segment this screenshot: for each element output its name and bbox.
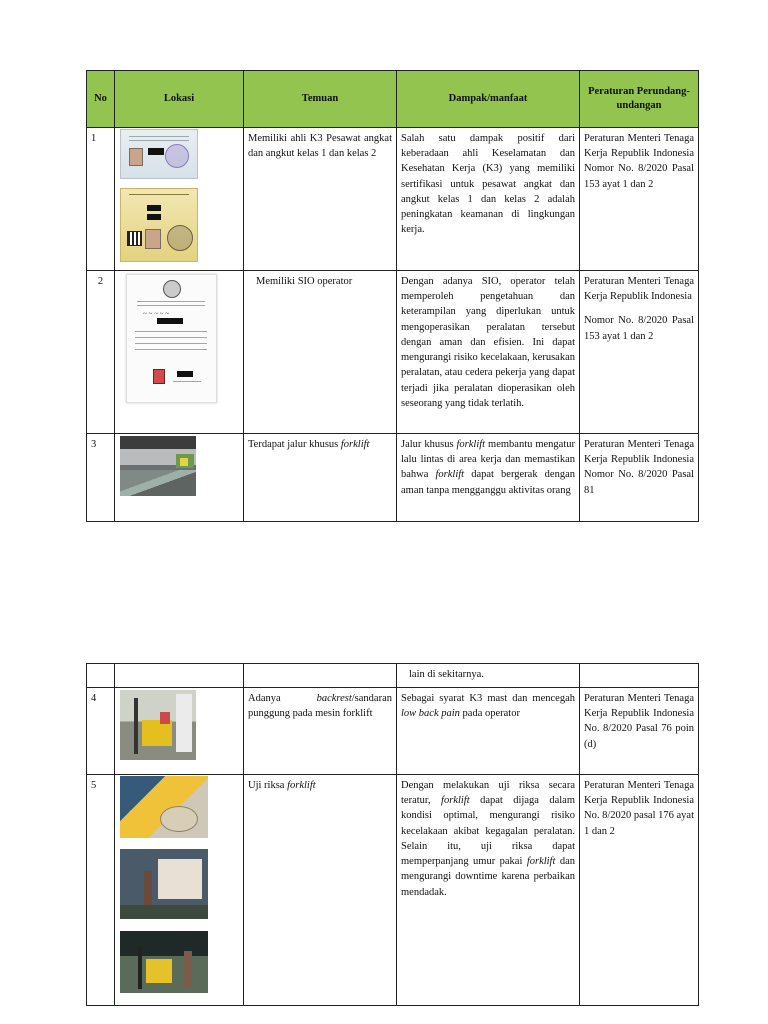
table-row <box>87 271 699 434</box>
finding-text: Adanya backrest/sandaran punggung pada mesin forklift <box>244 688 397 775</box>
regulation-number: Nomor No. 8/2020 Pasal 153 ayat 1 dan 2 <box>584 315 694 342</box>
location-images <box>115 128 244 271</box>
regulation-text: Peraturan Menteri Tenaga Kerja Republik Indonesia Nomor No. 8/2020 Pasal 153 ayat 1 dan 2 <box>580 128 699 271</box>
regulation-text: Peraturan Menteri Tenaga Kerja Republik Indonesia No. 8/2020 pasal 176 ayat 1 dan 2 <box>580 775 699 1006</box>
forklift-inspection-photo-1 <box>120 776 208 838</box>
findings-table-page-1 <box>86 70 699 522</box>
row-number: 3 <box>87 434 115 522</box>
impact-text: Salah satu dampak positif dari keberadaan ahli Keselamatan dan Kesehatan Kerja (K3) yang memiliki sertifikasi untuk pesawat angkat dan angkut kelas 1 dan kelas 2 adalah peningkatan keamanan di lingkungan kerja. <box>397 128 580 271</box>
finding-text: Uji riksa forklift <box>244 775 397 1006</box>
forklift-backrest-photo <box>120 690 196 760</box>
impact-text-continuation: lain di sekitarnya. <box>397 664 580 688</box>
header-peraturan: Peraturan Perundang-undangan <box>580 71 699 128</box>
row-number: 5 <box>87 775 115 1006</box>
forklift-lane-photo <box>120 436 196 496</box>
table-row <box>87 434 699 522</box>
table-row <box>87 688 699 775</box>
k3-license-card-1 <box>120 129 198 179</box>
table-row <box>87 775 699 1006</box>
finding-text: Memiliki ahli K3 Pesawat angkat dan angkut kelas 1 dan kelas 2 <box>244 128 397 271</box>
forklift-inspection-photo-2 <box>120 849 208 919</box>
impact-text: Dengan melakukan uji riksa secara teratur, forklift dapat dijaga dalam kondisi optimal, mengurangi risiko kecelakaan akibat kegagalan peralatan. Selain itu, uji riksa dapat memperpanjang umur pakai forklift dan mengurangi downtime karena perbaikan mendadak. <box>397 775 580 1006</box>
regulation-text: Peraturan Menteri Tenaga Kerja Republik Indonesia Nomor No. 8/2020 Pasal 81 <box>580 434 699 522</box>
header-no: No <box>87 71 115 128</box>
table-header-row <box>87 71 699 128</box>
header-lokasi: Lokasi <box>115 71 244 128</box>
location-images <box>115 434 244 522</box>
row-number: 1 <box>87 128 115 271</box>
row-number: 2 <box>87 271 115 434</box>
location-images <box>115 775 244 1006</box>
location-images <box>115 271 244 434</box>
forklift-inspection-photo-3 <box>120 931 208 993</box>
regulation-text: Peraturan Menteri Tenaga Kerja Republik Indonesia No. 8/2020 Pasal 76 poin (d) <box>580 688 699 775</box>
table-continuation-row <box>87 664 699 688</box>
location-images <box>115 688 244 775</box>
regulation-text <box>580 271 699 434</box>
findings-table-page-2 <box>86 663 699 1006</box>
table-row <box>87 128 699 271</box>
regulation-name: Peraturan Menteri Tenaga Kerja Republik Indonesia <box>584 276 694 303</box>
impact-text: Sebagai syarat K3 mast dan mencegah low back pain pada operator <box>397 688 580 775</box>
sio-certificate: ~ ~ ~ ~ ~ <box>126 274 217 403</box>
finding-text: Memiliki SIO operator <box>244 271 397 434</box>
row-number: 4 <box>87 688 115 775</box>
header-dampak: Dampak/manfaat <box>397 71 580 128</box>
impact-text: Jalur khusus forklift membantu mengatur lalu lintas di area kerja dan memastikan bahwa forklift dapat bergerak dengan aman tanpa mengganggu aktivitas orang <box>397 434 580 522</box>
finding-text: Terdapat jalur khusus forklift <box>244 434 397 522</box>
impact-text: Dengan adanya SIO, operator telah memperoleh pengetahuan dan keterampilan yang diperlukan untuk mengoperasikan peralatan tersebut dengan aman dan efisien. Ini dapat mengurangi risiko kecelakaan, kerusakan peralatan, atau cedera pekerja yang dapat terjadi jika peralatan dioperasikan oleh seseorang yang tidak terlatih. <box>397 271 580 434</box>
k3-license-card-2 <box>120 188 198 262</box>
header-temuan: Temuan <box>244 71 397 128</box>
